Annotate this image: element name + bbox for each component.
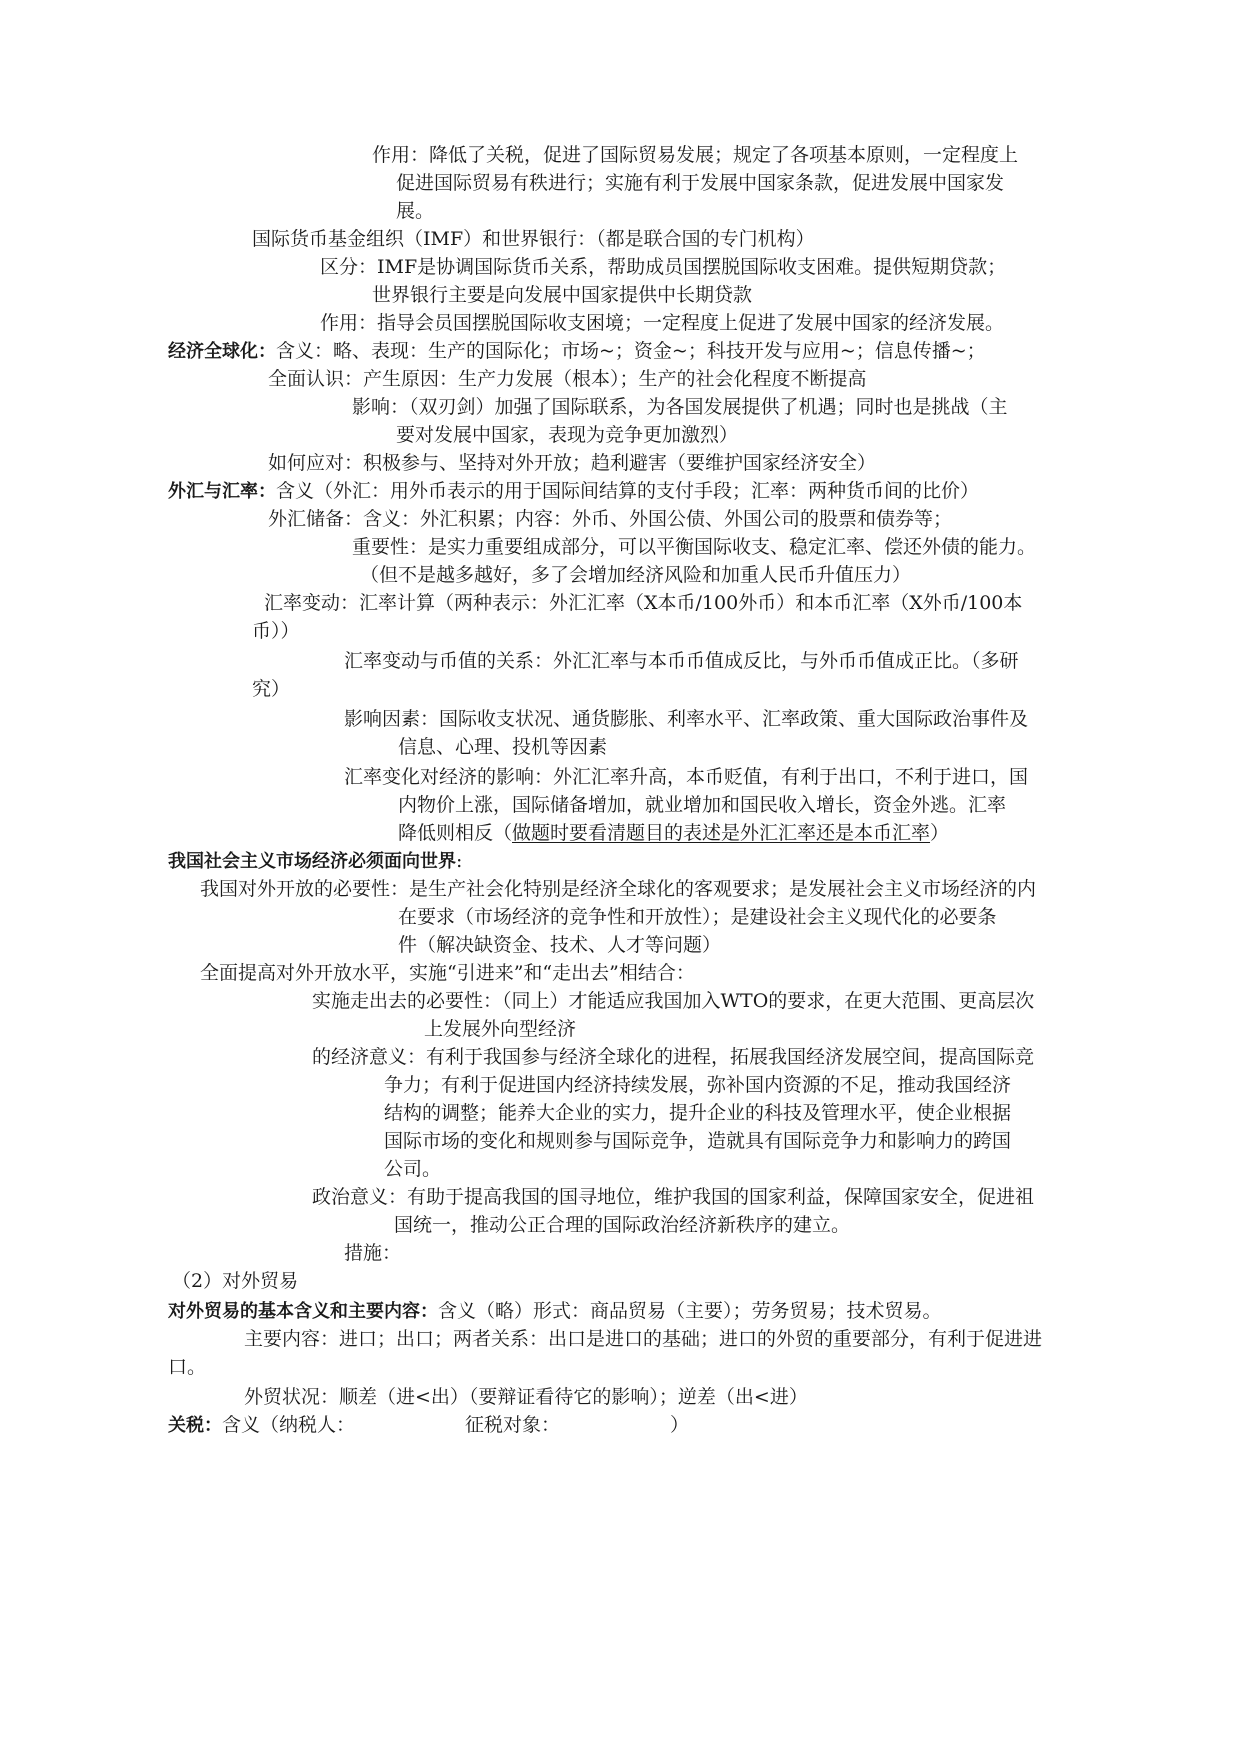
text-line: 作用：指导会员国摆脱国际收支困境；一定程度上促进了发展中国家的经济发展。 [320, 312, 1005, 334]
text-span: 含义（纳税人： [222, 1414, 356, 1436]
text-span: ） [930, 822, 950, 844]
text-line: 国统一，推动公正合理的国际政治经济新秩序的建立。 [394, 1214, 851, 1236]
text-line: 促进国际贸易有秩进行；实施有利于发展中国家条款，促进发展中国家发 [396, 172, 1005, 194]
text-line: 件（解决缺资金、技术、人才等问题） [398, 934, 722, 956]
section-line-tariff [168, 1412, 689, 1442]
text-span: 含义（外汇：用外币表示的用于国际间结算的支付手段；汇率：两种货币间的比价） [276, 480, 980, 502]
text-line: 影响因素：国际收支状况、通货膨胀、利率水平、汇率政策、重大国际政治事件及 [344, 708, 1029, 730]
underlined-note: 做题时要看清题目的表述是外汇汇率还是本币汇率 [512, 822, 931, 844]
text-span: : [456, 850, 463, 872]
text-line: （但不是越多越好，多了会增加经济风险和加重人民币升值压力） [360, 564, 912, 586]
text-line: 争力；有利于促进国内经济持续发展，弥补国内资源的不足，推动我国经济 [384, 1074, 1012, 1096]
section-heading: 外汇与汇率： [168, 481, 276, 502]
text-line [398, 820, 949, 850]
text-line: 政治意义：有助于提高我国的国寻地位，维护我国的国家利益，保障国家安全，促进祖 [312, 1186, 1035, 1208]
text-line: 如何应对：积极参与、坚持对外开放；趋利避害（要维护国家经济安全） [268, 452, 877, 474]
text-span: 含义（略）形式：商品贸易（主要）；劳务贸易；技术贸易。 [438, 1300, 942, 1322]
section-line-open-economy [168, 848, 462, 878]
section-heading: 我国社会主义市场经济必须面向世界 [168, 851, 456, 872]
text-line: 上发展外向型经济 [424, 1018, 577, 1040]
text-line: 我国对外开放的必要性：是生产社会化特别是经济全球化的客观要求；是发展社会主义市场经济的内 [200, 878, 1037, 900]
text-span: 征税对象： [465, 1414, 561, 1436]
text-line: 全面提高对外开放水平，实施“引进来”和“走出去”相结合： [200, 962, 695, 984]
text-line: 币）） [252, 620, 300, 642]
text-line: 措施： [344, 1242, 402, 1264]
text-line: 作用：降低了关税，促进了国际贸易发展；规定了各项基本原则，一定程度上 [372, 144, 1019, 166]
text-line: 实施走出去的必要性：（同上）才能适应我国加入WTO的要求，在更大范围、更高层次 [312, 990, 1035, 1012]
text-line: 重要性：是实力重要组成部分，可以平衡国际收支、稳定汇率、偿还外债的能力。 [352, 536, 1037, 558]
text-line: 国际市场的变化和规则参与国际竞争，造就具有国际竞争力和影响力的跨国 [384, 1130, 1012, 1152]
section-heading: 经济全球化： [168, 341, 276, 362]
text-span: 含义：略、表现：生产的国际化；市场~；资金~；科技开发与应用~；信息传播~； [276, 340, 986, 362]
text-line: 究） [252, 678, 291, 700]
text-line: 信息、心理、投机等因素 [398, 736, 608, 758]
text-line: 汇率变动与币值的关系：外汇汇率与本币币值成反比，与外币币值成正比。（多研 [344, 650, 1019, 672]
text-line: 外汇储备：含义：外汇积累；内容：外币、外国公债、外国公司的股票和债券等； [268, 508, 953, 530]
text-line: 公司。 [384, 1158, 442, 1180]
text-line: 在要求（市场经济的竞争性和开放性）；是建设社会主义现代化的必要条 [398, 906, 997, 928]
section-line-globalization [168, 338, 986, 368]
text-span: 降低则相反（ [398, 822, 513, 844]
text-line: 口。 [168, 1356, 207, 1378]
section-line-trade [168, 1298, 942, 1328]
text-line: 主要内容：进口；出口；两者关系：出口是进口的基础；进口的外贸的重要部分，有利于促进进 [244, 1328, 1043, 1350]
text-line: 展。 [396, 200, 435, 222]
section-heading: 对外贸易的基本含义和主要内容： [168, 1301, 438, 1322]
text-span: ） [670, 1414, 690, 1436]
section-heading: 关税： [168, 1415, 222, 1436]
text-line: 的经济意义：有利于我国参与经济全球化的进程，拓展我国经济发展空间，提高国际竞 [312, 1046, 1035, 1068]
text-line: 内物价上涨，国际储备增加，就业增加和国民收入增长，资金外逃。汇率 [398, 794, 1007, 816]
text-line: 世界银行主要是向发展中国家提供中长期贷款 [372, 284, 753, 306]
text-line: 全面认识：产生原因：生产力发展（根本）；生产的社会化程度不断提高 [268, 368, 867, 390]
section-line-exchange [168, 478, 979, 508]
text-line: 区分：IMF是协调国际货币关系，帮助成员国摆脱国际收支困难。提供短期贷款； [320, 256, 1007, 278]
text-line: 汇率变动：汇率计算（两种表示：外汇汇率（X本币/100外币）和本币汇率（X外币/100本 [264, 592, 1023, 614]
text-line: 结构的调整；能养大企业的实力，提升企业的科技及管理水平，使企业根据 [384, 1102, 1012, 1124]
text-line: 汇率变化对经济的影响：外汇汇率升高，本币贬值，有利于出口，不利于进口，国 [344, 766, 1029, 788]
text-line: （2）对外贸易 [172, 1270, 299, 1292]
text-line: 国际货币基金组织（IMF）和世界银行：（都是联合国的专门机构） [252, 228, 815, 250]
text-line: 外贸状况：顺差（进<出）（要辩证看待它的影响）；逆差（出<进） [244, 1386, 808, 1408]
text-line: 影响：（双刃剑）加强了国际联系，为各国发展提供了机遇；同时也是挑战（主 [352, 396, 1008, 418]
text-line: 要对发展中国家，表现为竞争更加激烈） [396, 424, 739, 446]
